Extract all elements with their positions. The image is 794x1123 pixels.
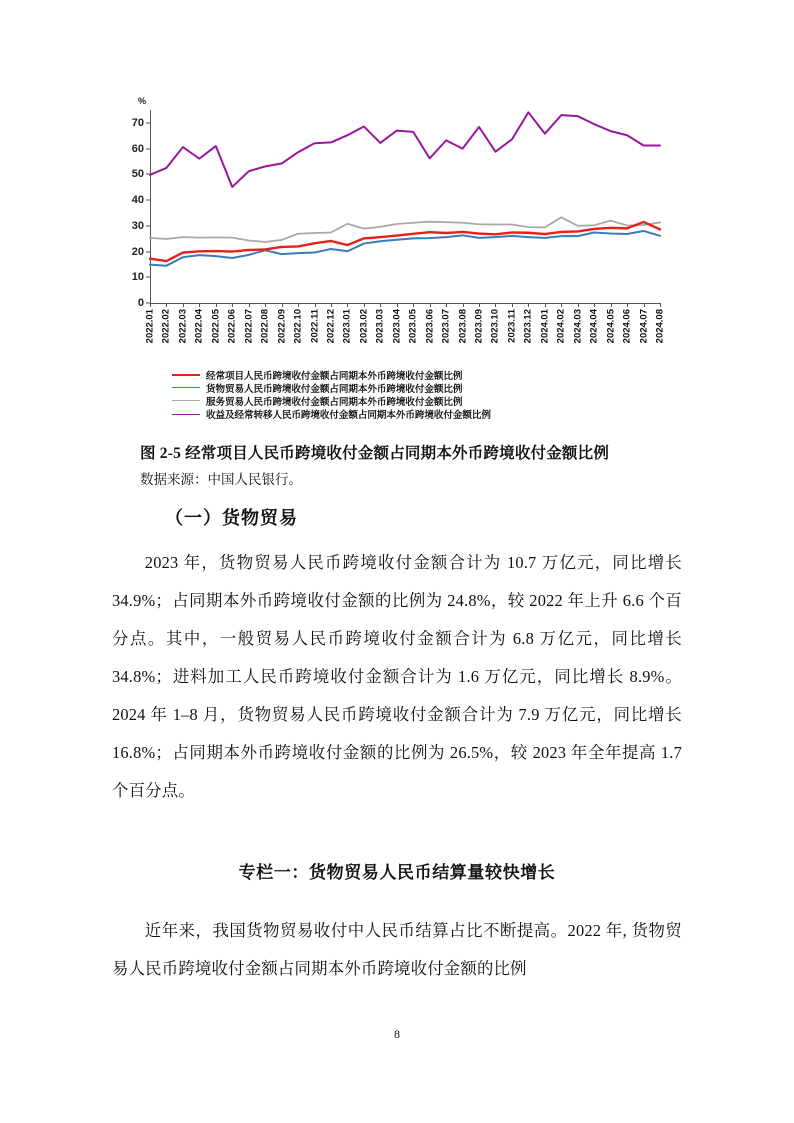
x-axis-line [150,303,661,304]
x-axis-tick-mark [413,303,414,307]
x-axis-tick-mark [150,303,151,307]
y-axis-tick-mark [146,277,150,278]
x-axis-tick-mark [660,303,661,307]
x-axis-tick-label: 2023.01 [341,309,353,344]
x-axis-tick-label: 2022.05 [210,309,222,344]
x-axis-tick-mark [216,303,217,307]
legend-color-swatch [172,387,200,388]
x-axis-tick-label: 2024.02 [555,309,567,344]
y-axis-tick-label: 20 [131,245,144,258]
x-axis-tick-mark [282,303,283,307]
x-axis-tick-label: 2022.07 [243,309,255,344]
x-axis-tick-label: 2024.08 [654,309,666,344]
x-axis-tick-mark [265,303,266,307]
legend-item [172,368,672,381]
y-axis-tick-mark [146,174,150,175]
x-axis-tick-label: 2024.03 [572,309,584,344]
y-axis-unit-label: % [138,96,147,106]
x-axis-tick-mark [545,303,546,307]
x-axis-tick-label: 2023.02 [358,309,370,344]
legend-label: 收益及经常转移人民币跨境收付金额占同期本外币跨境收付金额比例 [206,410,491,422]
x-axis-tick-label: 2022.01 [144,309,156,344]
x-axis-tick-label: 2022.02 [160,309,172,344]
section-heading-goods-trade: （一）货物贸易 [165,508,298,528]
y-axis-tick-label: 60 [131,142,144,155]
x-axis-tick-label: 2023.07 [440,309,452,344]
x-axis-tick-mark [594,303,595,307]
x-axis-tick-mark [183,303,184,307]
y-axis-tick-mark [146,148,150,149]
x-axis-tick-label: 2023.05 [407,309,419,344]
x-axis-tick-mark [611,303,612,307]
x-axis-labels [144,309,666,365]
y-axis-tick-label: 0 [137,297,144,309]
series-line [150,222,660,261]
x-axis-tick-mark [495,303,496,307]
y-axis-tick-mark [146,251,150,252]
column-heading: 专栏一：货物贸易人民币结算量较快增长 [238,863,556,882]
page-number: 8 [394,1027,400,1041]
x-axis-tick-mark [380,303,381,307]
y-axis-tick-label: 10 [131,271,144,284]
x-axis-tick-label: 2023.06 [424,309,436,344]
paragraph-column-one: 近年来，我国货物贸易收付中人民币结算占比不断提高。2022 年, 货物贸易人民币跨境收付金额占同期本外币跨境收付金额的比例 [112,921,682,978]
y-axis-tick-mark [146,225,150,226]
x-axis-tick-mark [232,303,233,307]
legend-color-swatch [172,414,200,415]
x-axis-tick-mark [298,303,299,307]
x-axis-tick-label: 2022.10 [292,309,304,344]
legend-item [172,381,672,394]
figure-caption: 图 2-5 经常项目人民币跨境收付金额占同期本外币跨境收付金额比例 [140,445,610,462]
x-axis-tick-mark [249,303,250,307]
line-chart [112,96,672,364]
x-axis-tick-mark [561,303,562,307]
x-axis-tick-label: 2024.07 [638,309,650,344]
series-lines [150,110,660,303]
chart-legend [172,368,672,421]
y-axis-tick-label: 70 [131,116,144,129]
paragraph-goods-trade: 2023 年，货物贸易人民币跨境收付金额合计为 10.7 万亿元，同比增长 34.9%；占同期本外币跨境收付金额的比例为 24.8%，较 2022 年上升 6.6 个百分点。其中，一般贸易人民币跨境收付金额合计为 6.8 万亿元，同比增长 34.8%；进料加工人民币跨境收付金额合计为 1.6 万亿元，同比增长 8.9%。2024 年 1–8 月，货物贸易人民币跨境收付金额合计为 7.9 万亿元，同比增长 16.8%；占同期本外币跨境收付金额的比例为 26.5%，较 2023 年全年提高 1.7 个百分点。 [112,553,682,800]
x-axis-tick-label: 2022.06 [226,309,238,344]
figure-2-5 [112,96,682,422]
x-axis-tick-label: 2023.10 [489,309,501,344]
series-line [150,231,660,266]
legend-color-swatch [172,400,200,401]
x-axis-tick-mark [627,303,628,307]
x-axis-tick-label: 2022.12 [325,309,337,344]
x-axis-tick-label: 2024.06 [621,309,633,344]
x-axis-tick-mark [528,303,529,307]
x-axis-tick-label: 2022.04 [193,309,205,344]
x-axis-tick-mark [578,303,579,307]
x-axis-tick-label: 2023.11 [506,309,518,343]
x-axis-tick-mark [331,303,332,307]
x-axis-tick-mark [446,303,447,307]
x-axis-tick-label: 2024.01 [539,309,551,344]
y-axis-tick-label: 30 [131,219,144,232]
x-axis-tick-label: 2022.11 [309,309,321,343]
x-axis-tick-mark [166,303,167,307]
x-axis-tick-label: 2022.09 [276,309,288,344]
legend-color-swatch [172,374,200,376]
legend-item [172,408,672,421]
x-axis-tick-mark [644,303,645,307]
x-axis-tick-mark [315,303,316,307]
legend-label: 服务贸易人民币跨境收付金额占同期本外币跨境收付金额比例 [206,396,463,408]
x-axis-tick-mark [199,303,200,307]
series-line [150,112,660,187]
x-axis-tick-label: 2023.03 [374,309,386,344]
x-axis-tick-mark [364,303,365,307]
legend-label: 货物贸易人民币跨境收付金额占同期本外币跨境收付金额比例 [206,383,463,395]
y-axis-tick-mark [146,200,150,201]
y-axis-tick-mark [146,122,150,123]
figure-source-note: 数据来源：中国人民银行。 [140,472,302,487]
x-axis-tick-label: 2022.03 [177,309,189,344]
plot-area [131,110,660,309]
x-axis-tick-label: 2023.08 [457,309,469,344]
x-axis-tick-label: 2024.04 [588,309,600,344]
legend-item [172,394,672,407]
x-axis-tick-label: 2023.04 [391,309,403,344]
x-axis-tick-mark [463,303,464,307]
x-axis-tick-label: 2022.08 [259,309,271,344]
x-axis-tick-mark [430,303,431,307]
y-axis-tick-label: 50 [131,168,144,181]
x-axis-tick-label: 2024.05 [605,309,617,344]
y-axis-tick-label: 40 [131,194,144,207]
x-axis-tick-mark [347,303,348,307]
legend-label: 经常项目人民币跨境收付金额占同期本外币跨境收付金额比例 [206,370,463,382]
x-axis-tick-mark [512,303,513,307]
x-axis-tick-mark [479,303,480,307]
x-axis-tick-mark [397,303,398,307]
x-axis-tick-label: 2023.12 [522,309,534,344]
x-axis-tick-label: 2023.09 [473,309,485,344]
